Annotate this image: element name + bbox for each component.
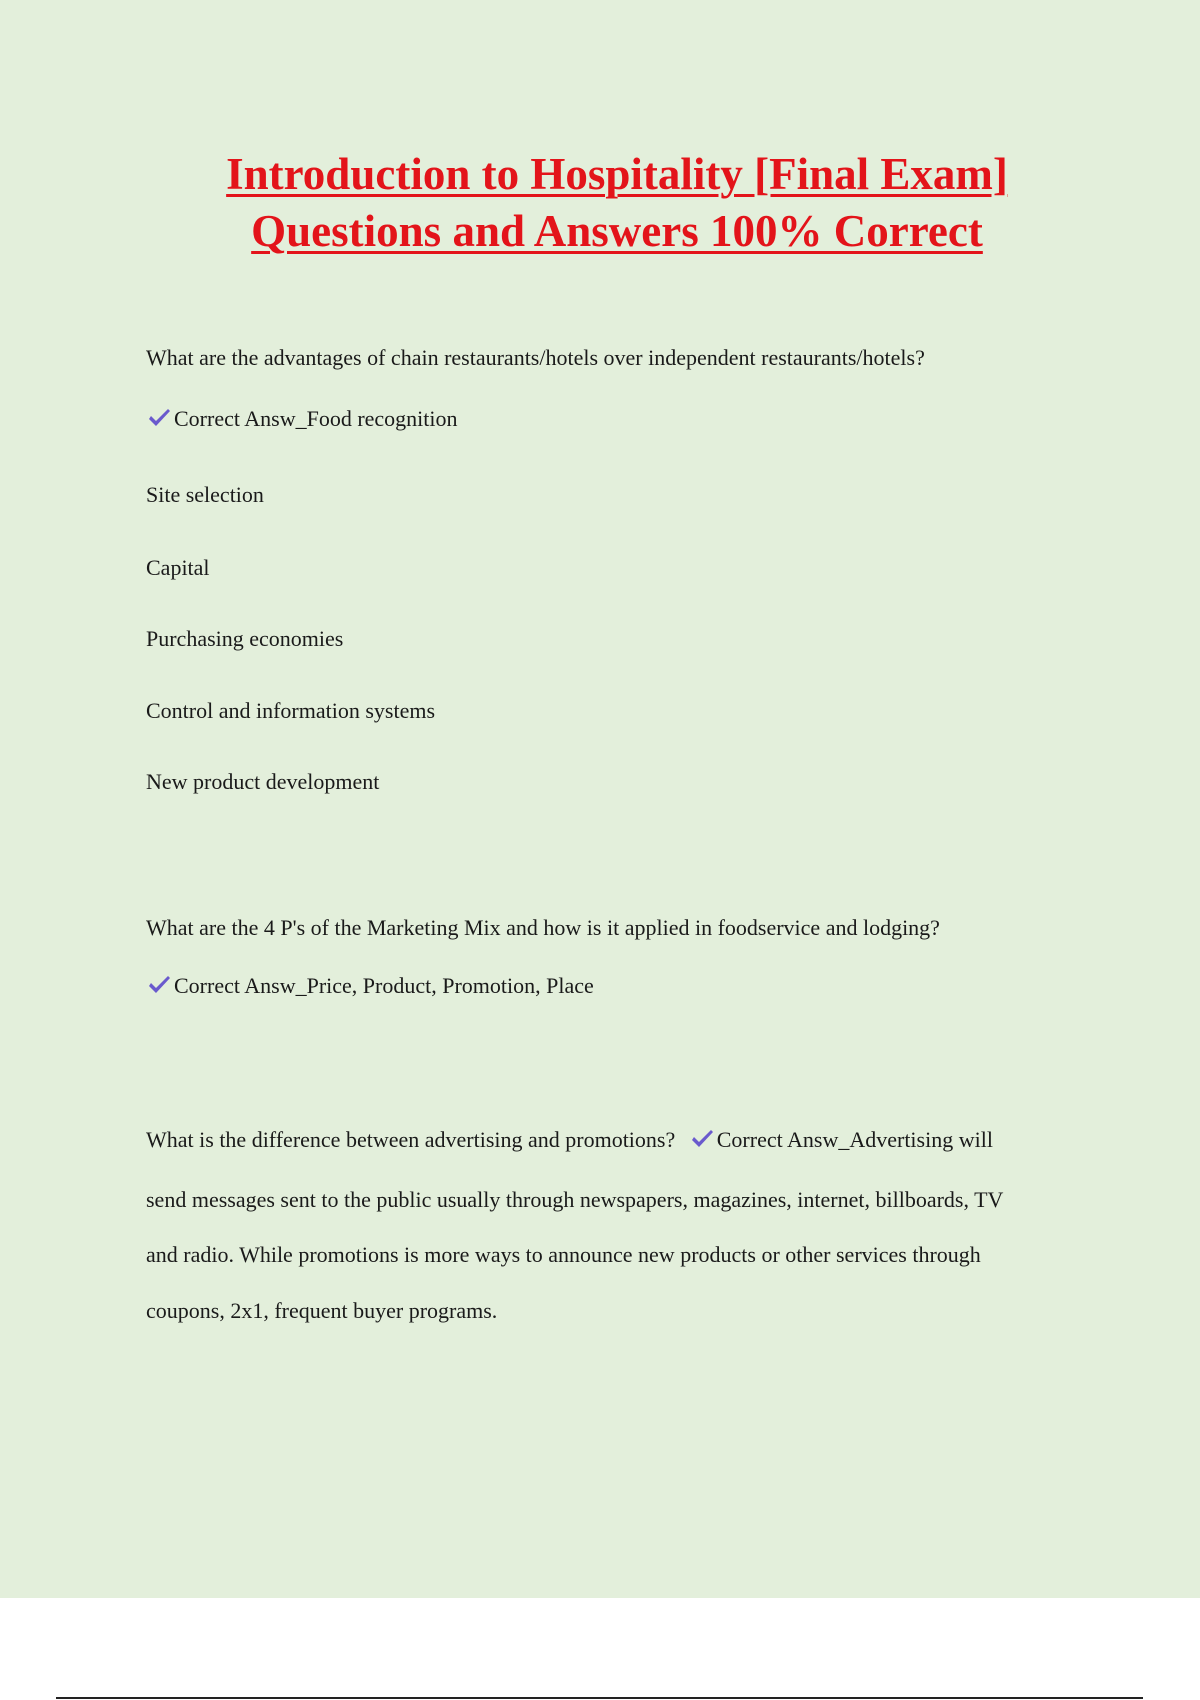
checkmark-icon [146, 407, 172, 429]
answer-2-text: Correct Answ_Price, Product, Promotion, Place [174, 973, 594, 998]
question-1: What are the advantages of chain restaurants/hotels over independent restaurants/hotels? [146, 345, 925, 370]
title-line-2: Questions and Answers 100% Correct [251, 206, 983, 256]
answer-1-line-2: Capital [146, 555, 210, 580]
checkmark-icon [689, 1128, 715, 1150]
answer-1-line-5: New product development [146, 769, 380, 794]
question-3-text: What is the difference between advertising and promotions? [146, 1127, 676, 1152]
answer-1 [146, 405, 458, 433]
answer-3-line-2: and radio. While promotions is more ways to announce new products or other services through [146, 1242, 981, 1267]
answer-1-line-4: Control and information systems [146, 698, 436, 723]
question-2: What are the 4 P's of the Marketing Mix and how is it applied in foodservice and lodging? [146, 915, 940, 940]
answer-1-line-1: Site selection [146, 482, 264, 507]
answer-1-line-3: Purchasing economies [146, 626, 344, 651]
answer-2 [146, 972, 594, 1000]
checkmark-icon [146, 974, 172, 996]
answer-3-line-1: send messages sent to the public usually through newspapers, magazines, internet, billboards, TV [146, 1187, 1004, 1212]
question-3 [146, 1126, 993, 1154]
footer-rule [56, 1697, 1143, 1699]
document-title [0, 146, 1200, 260]
answer-1-text: Correct Answ_Food recognition [174, 406, 458, 431]
answer-3-text: Correct Answ_Advertising will [716, 1127, 993, 1152]
title-line-1: Introduction to Hospitality [Final Exam] [226, 149, 1008, 199]
answer-3-line-3: coupons, 2x1, frequent buyer programs. [146, 1298, 498, 1323]
